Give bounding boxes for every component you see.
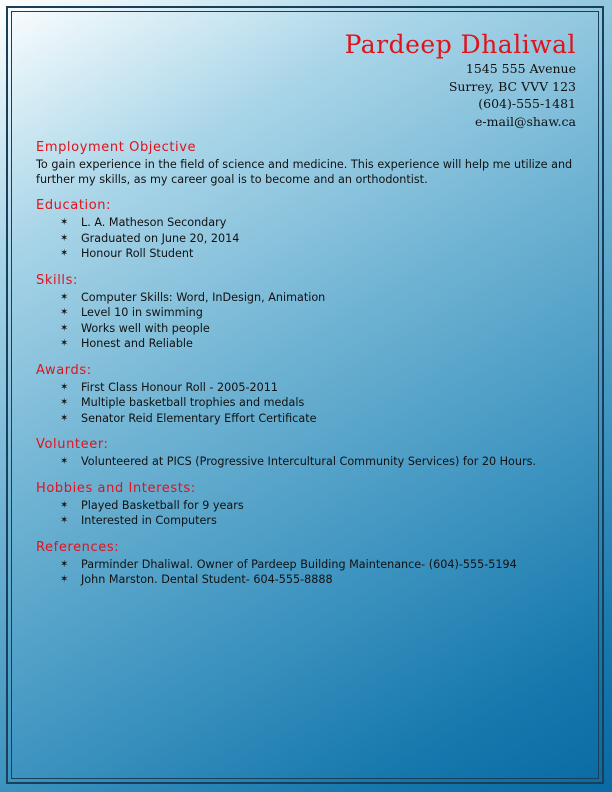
star-bullet-icon: ✶ (60, 381, 69, 393)
volunteer-heading: Volunteer: (36, 437, 109, 452)
list-item (36, 498, 581, 514)
list-item-text: Level 10 in swimming (81, 306, 203, 319)
star-bullet-icon: ✶ (60, 217, 69, 228)
star-bullet-icon: ✶ (60, 515, 69, 526)
phone-line: (604)-555-1481 (478, 96, 576, 111)
list-item-text: Parminder Dhaliwal. Owner of Pardeep Building Maintenance- (604)-555-5194 (81, 557, 517, 571)
star-bullet-icon: ✶ (60, 338, 69, 349)
references-list (36, 557, 581, 588)
list-item (36, 246, 581, 262)
awards-section (36, 363, 581, 427)
skills-list (36, 290, 581, 352)
star-bullet-icon: ✶ (60, 558, 69, 570)
list-item-text: L. A. Matheson Secondary (81, 216, 227, 229)
volunteer-list (36, 454, 581, 470)
awards-heading: Awards: (36, 362, 92, 378)
email-line: e-mail@shaw.ca (475, 113, 576, 129)
city-line: Surrey, BC VVV 123 (448, 78, 576, 94)
list-item-text: Honour Roll Student (81, 247, 194, 260)
list-item-text: Multiple basketball trophies and medals (81, 396, 305, 409)
list-item (36, 305, 581, 321)
star-bullet-icon: ✶ (60, 322, 69, 334)
objective-text: To gain experience in the field of science and medicine. This experience will help me utilize and further my skills, as my career goal is to become and an orthodontist. (36, 158, 573, 186)
list-item (36, 395, 581, 411)
star-bullet-icon: ✶ (60, 456, 69, 467)
skills-heading: Skills: (36, 272, 78, 288)
star-bullet-icon: ✶ (60, 397, 69, 408)
skills-section (36, 273, 581, 352)
list-item (36, 380, 581, 396)
education-heading: Education: (36, 198, 112, 213)
list-item-text: Honest and Reliable (81, 337, 193, 350)
hobbies-heading: Hobbies and Interests: (36, 480, 196, 496)
awards-list (36, 380, 581, 427)
list-item-text: Works well with people (81, 321, 210, 335)
address-line: 1545 555 Avenue (465, 61, 576, 76)
objective-heading: Employment Objective (36, 140, 197, 155)
list-item (36, 572, 581, 588)
list-item (36, 321, 581, 337)
education-section (36, 198, 581, 262)
applicant-name: Pardeep Dhaliwal (344, 30, 576, 59)
list-item-text: Senator Reid Elementary Effort Certificate (81, 411, 317, 425)
star-bullet-icon: ✶ (60, 307, 69, 318)
list-item (36, 336, 581, 352)
hobbies-list (36, 498, 581, 529)
volunteer-section (36, 437, 581, 470)
star-bullet-icon: ✶ (60, 248, 69, 259)
list-item-text: Volunteered at PICS (Progressive Intercultural Community Services) for 20 Hours. (81, 455, 536, 468)
education-list (36, 215, 581, 262)
list-item (36, 215, 581, 231)
star-bullet-icon: ✶ (60, 291, 69, 303)
hobbies-section (36, 481, 581, 529)
list-item (36, 454, 581, 470)
list-item-text: Computer Skills: Word, InDesign, Animation (81, 290, 326, 304)
list-item-text: Graduated on June 20, 2014 (81, 231, 240, 245)
list-item-text: John Marston. Dental Student- 604-555-8888 (81, 573, 333, 586)
references-section (36, 540, 581, 588)
list-item-text: Played Basketball for 9 years (81, 498, 244, 512)
list-item (36, 231, 581, 247)
list-item (36, 411, 581, 427)
star-bullet-icon: ✶ (60, 232, 69, 244)
references-heading: References: (36, 539, 120, 555)
objective-section (36, 140, 581, 187)
list-item-text: Interested in Computers (81, 514, 217, 527)
list-item (36, 557, 581, 573)
list-item (36, 290, 581, 306)
contact-header (345, 30, 576, 130)
list-item (36, 513, 581, 529)
star-bullet-icon: ✶ (60, 412, 69, 424)
list-item-text: First Class Honour Roll - 2005-2011 (81, 380, 278, 394)
star-bullet-icon: ✶ (60, 499, 69, 511)
star-bullet-icon: ✶ (60, 574, 69, 585)
resume-body (36, 140, 581, 599)
